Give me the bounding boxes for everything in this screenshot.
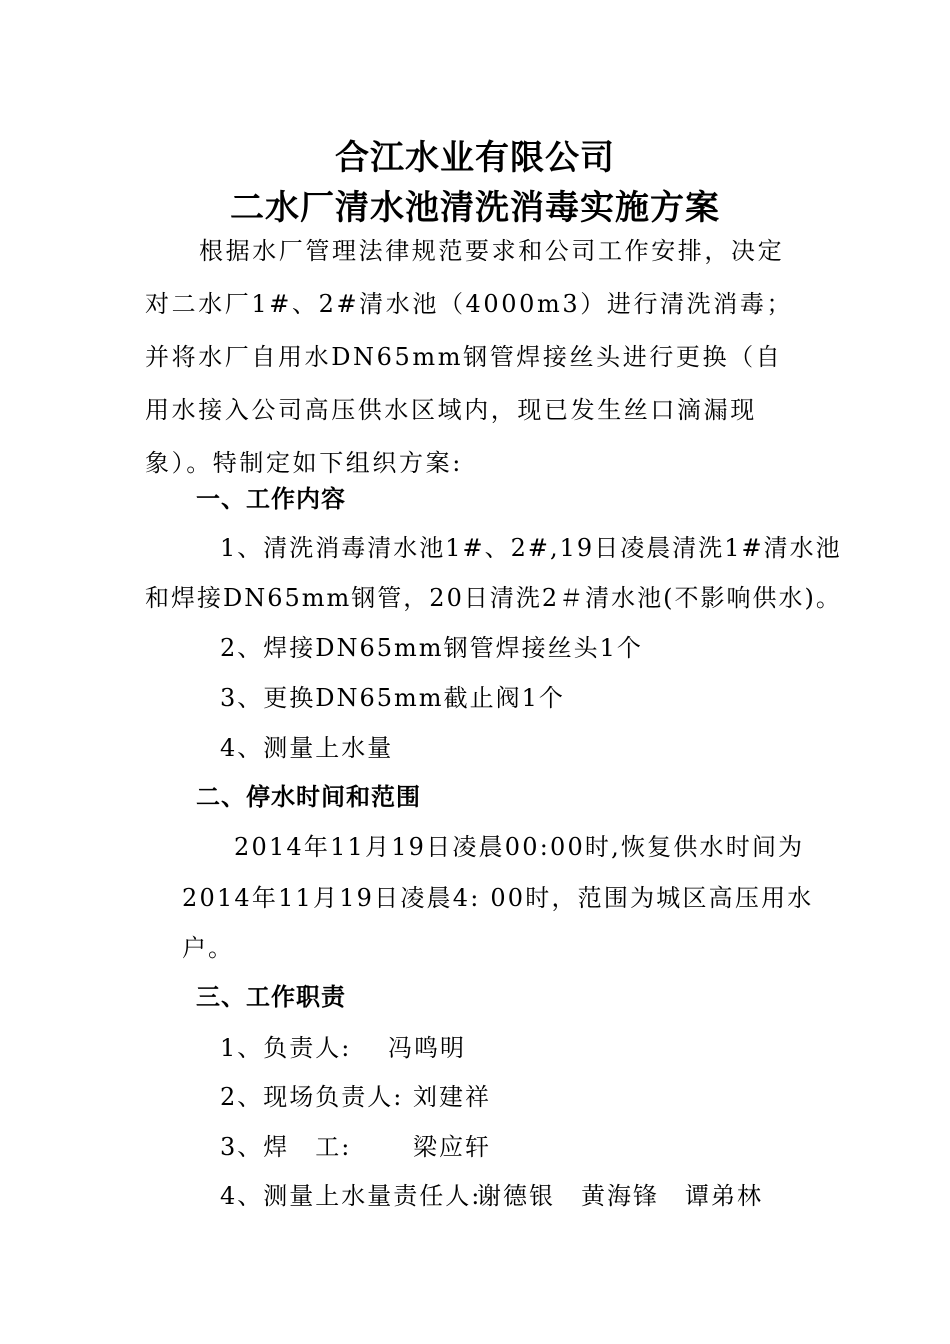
work-item-1-line-2: 和焊接DN65mm钢管，20日清洗2＃清水池(不影响供水)。 xyxy=(145,584,842,612)
duty-4-label: 4、测量上水量责任人: xyxy=(220,1182,482,1210)
duty-3-name: 梁应轩 xyxy=(413,1133,491,1161)
duty-1-name: 冯鸣明 xyxy=(388,1034,466,1062)
work-item-2: 2、焊接DN65mm钢管焊接丝头1个 xyxy=(220,634,643,662)
duty-2-name: 刘建祥 xyxy=(413,1083,491,1111)
outage-heading: 二、停水时间和范围 xyxy=(196,783,421,811)
outage-line-3: 户。 xyxy=(182,934,234,962)
outage-line-2: 2014年11月19日凌晨4: 00时，范围为城区高压用水 xyxy=(182,884,814,912)
duties-heading: 三、工作职责 xyxy=(196,983,346,1011)
work-item-3: 3、更换DN65mm截止阀1个 xyxy=(220,684,565,712)
duty-2-label: 2、现场负责人: xyxy=(220,1083,404,1111)
work-item-4: 4、测量上水量 xyxy=(220,734,394,762)
duty-3-label: 3、焊 工: xyxy=(220,1133,352,1161)
duty-4-names: 谢德银 黄海锋 谭弟林 xyxy=(477,1182,763,1210)
work-content-heading: 一、工作内容 xyxy=(196,485,346,513)
duty-1-label: 1、负责人: xyxy=(220,1034,352,1062)
outage-line-1: 2014年11月19日凌晨00:00时,恢复供水时间为 xyxy=(234,833,805,861)
company-title: 合江水业有限公司 xyxy=(335,138,615,178)
plan-title: 二水厂清水池清洗消毒实施方案 xyxy=(230,188,720,228)
intro-paragraph: 根据水厂管理法律规范要求和公司工作安排，决定对二水厂1#、2#清水池（4000m3）进行清洗消毒；并将水厂自用水DN65mm钢管焊接丝头进行更换（自用水接入公司高压供水区域内，现已发生丝口滴漏现象）。特制定如下组织方案: xyxy=(145,237,794,477)
work-item-1-line-1: 1、清洗消毒清水池1#、2#,19日凌晨清洗1#清水池 xyxy=(220,534,842,562)
